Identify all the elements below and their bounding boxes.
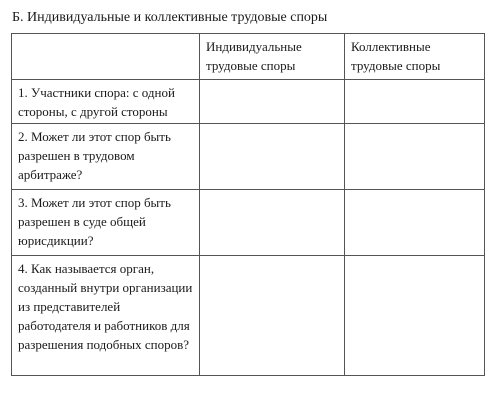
question-cell: 3. Может ли этот спор быть разрешен в суде общей юрисдикции? (12, 190, 200, 256)
answer-cell-collective[interactable] (345, 124, 485, 190)
answer-cell-individual[interactable] (200, 256, 345, 376)
disputes-table (11, 33, 485, 376)
answer-cell-collective[interactable] (345, 190, 485, 256)
table-row (12, 190, 485, 256)
table-row (12, 124, 485, 190)
question-cell: 1. Участники спора: с одной стороны, с другой стороны (12, 80, 200, 124)
header-question-cell (12, 34, 200, 80)
table-row (12, 256, 485, 376)
table-header-row (12, 34, 485, 80)
answer-cell-individual[interactable] (200, 190, 345, 256)
table-row (12, 80, 485, 124)
answer-cell-individual[interactable] (200, 124, 345, 190)
header-collective-cell: Коллективные трудовые споры (345, 34, 485, 80)
answer-cell-individual[interactable] (200, 80, 345, 124)
question-cell: 4. Как называется орган, созданный внутри организации из представителей работодателя и работников для разрешения подобных споров? (12, 256, 200, 376)
answer-cell-collective[interactable] (345, 256, 485, 376)
answer-cell-collective[interactable] (345, 80, 485, 124)
header-individual-cell: Индивидуальные трудовые споры (200, 34, 345, 80)
section-heading: Б. Индивидуальные и коллективные трудовые споры (12, 10, 328, 25)
question-cell: 2. Может ли этот спор быть разрешен в трудовом арбитраже? (12, 124, 200, 190)
